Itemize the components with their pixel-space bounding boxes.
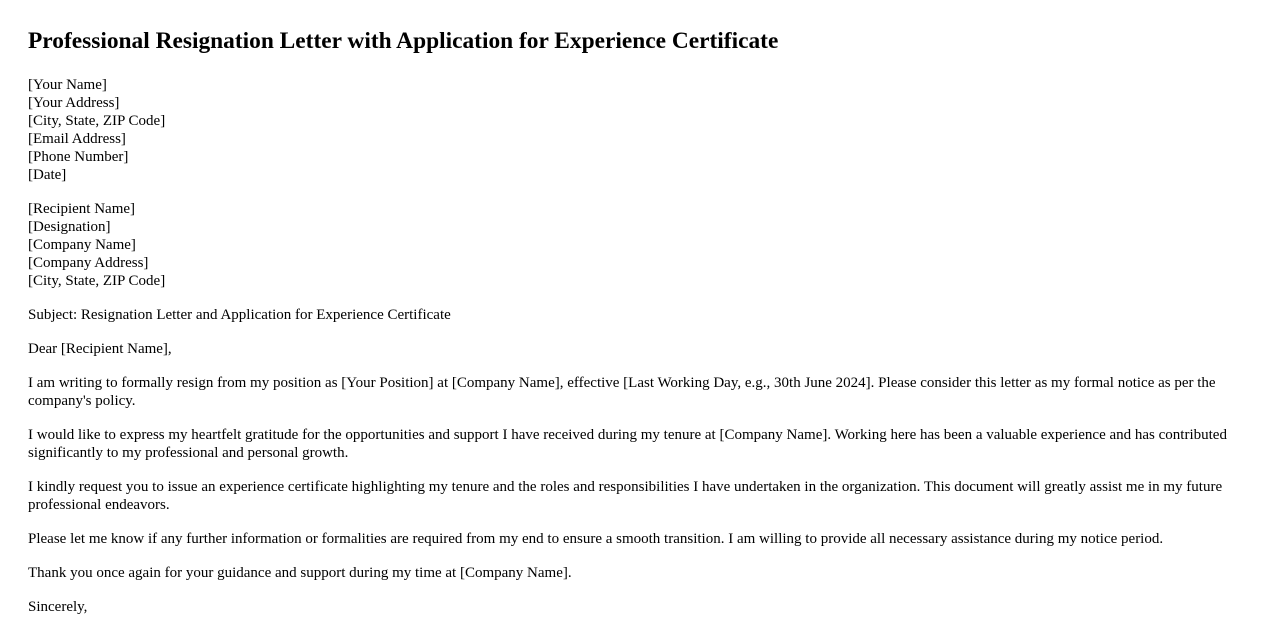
letter-subject: Subject: Resignation Letter and Application for Experience Certificate	[28, 307, 451, 323]
body-paragraph-transition: Please let me know if any further information or formalities are required from my end to ensure a smooth transition. I am willing to provide all necessary assistance during my notice period.	[28, 531, 1164, 547]
sender-address-block	[28, 76, 1254, 184]
sender-address: [Your Address]	[28, 95, 120, 111]
document-title: Professional Resignation Letter with Application for Experience Certificate	[28, 28, 779, 54]
recipient-designation: [Designation]	[28, 219, 111, 235]
recipient-address-block	[28, 200, 1254, 290]
letter-salutation: Dear [Recipient Name],	[28, 341, 172, 357]
recipient-name: [Recipient Name]	[28, 201, 136, 217]
body-paragraph-gratitude: I would like to express my heartfelt gratitude for the opportunities and support I have received during my tenure at [Company Name]. Working here has been a valuable experience and has contributed significantly to my professional and personal growth.	[28, 427, 1227, 461]
letter-content	[28, 26, 1254, 632]
letter-closing: Sincerely,	[28, 599, 88, 615]
letter-date: [Date]	[28, 167, 67, 183]
sender-city-state-zip: [City, State, ZIP Code]	[28, 113, 166, 129]
body-paragraph-thanks: Thank you once again for your guidance and support during my time at [Company Name].	[28, 565, 572, 581]
sender-phone: [Phone Number]	[28, 149, 129, 165]
body-paragraph-resignation: I am writing to formally resign from my position as [Your Position] at [Company Name], effective [Last Working Day, e.g., 30th June 2024]. Please consider this letter as my formal notice as per the company's policy.	[28, 375, 1216, 409]
recipient-city-state-zip: [City, State, ZIP Code]	[28, 273, 166, 289]
recipient-company-name: [Company Name]	[28, 237, 136, 253]
recipient-company-address: [Company Address]	[28, 255, 149, 271]
body-paragraph-certificate-request: I kindly request you to issue an experience certificate highlighting my tenure and the roles and responsibilities I have undertaken in the organization. This document will greatly assist me in my future professional endeavors.	[28, 479, 1223, 513]
sender-name: [Your Name]	[28, 77, 107, 93]
sender-email: [Email Address]	[28, 131, 126, 147]
